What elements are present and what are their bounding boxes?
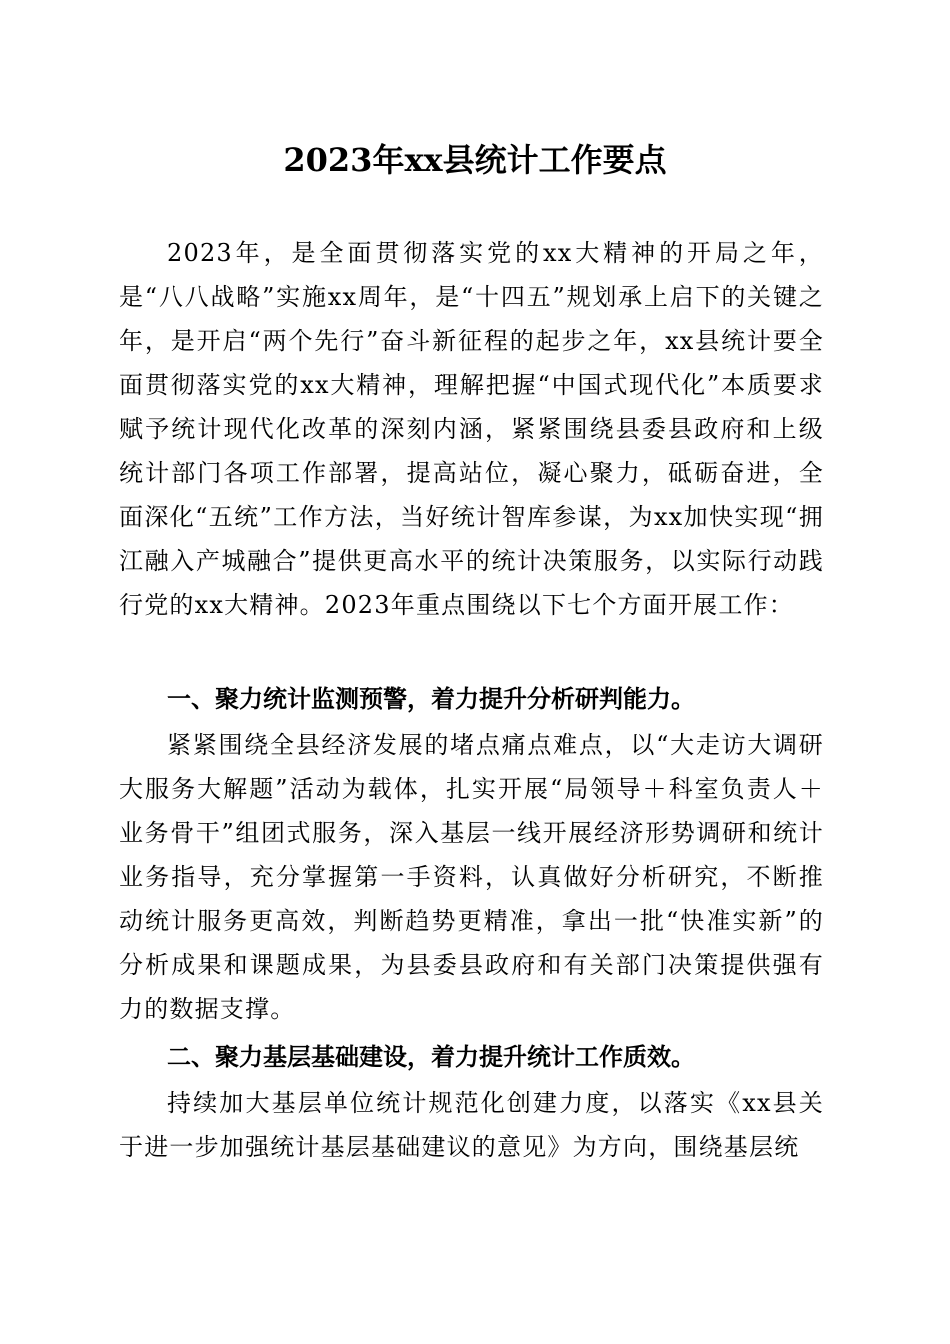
intro-paragraph: 2023年，是全面贯彻落实党的xx大精神的开局之年，是“八八战略”实施xx周年，是“十四五”规划承上启下的关键之年，是开启“两个先行”奋斗新征程的起步之年，xx县统计要全面贯彻落实党的xx大精神，理解把握“中国式现代化”本质要求赋予统计现代化改革的深刻内涵，紧紧围绕县委县政府和上级统计部门各项工作部署，提高站位，凝心聚力，砥砺奋进，全面深化“五统”工作方法，当好统计智库参谋，为xx加快实现“拥江融入产城融合”提供更高水平的统计决策服务，以实际行动践行党的xx大精神。2023年重点围绕以下七个方面开展工作：	[119, 239, 824, 619]
section-paragraph-2: 持续加大基层单位统计规范化创建力度，以落实《xx县关于进一步加强统计基层基础建议的意见》为方向，围绕基层统	[119, 1089, 824, 1161]
section-heading-1: 一、聚力统计监测预警，着力提升分析研判能力。	[167, 685, 695, 713]
document-title: 2023年xx县统计工作要点	[283, 141, 667, 179]
section-heading-2: 二、聚力基层基础建设，着力提升统计工作质效。	[167, 1043, 695, 1071]
section-paragraph-1: 紧紧围绕全县经济发展的堵点痛点难点，以“大走访大调研大服务大解题”活动为载体，扎实开展“局领导＋科室负责人＋业务骨干”组团式服务，深入基层一线开展经济形势调研和统计业务指导，充分掌握第一手资料，认真做好分析研究，不断推动统计服务更高效，判断趋势更精准，拿出一批“快准实新”的分析成果和课题成果，为县委县政府和有关部门决策提供强有力的数据支撑。	[119, 731, 824, 1023]
